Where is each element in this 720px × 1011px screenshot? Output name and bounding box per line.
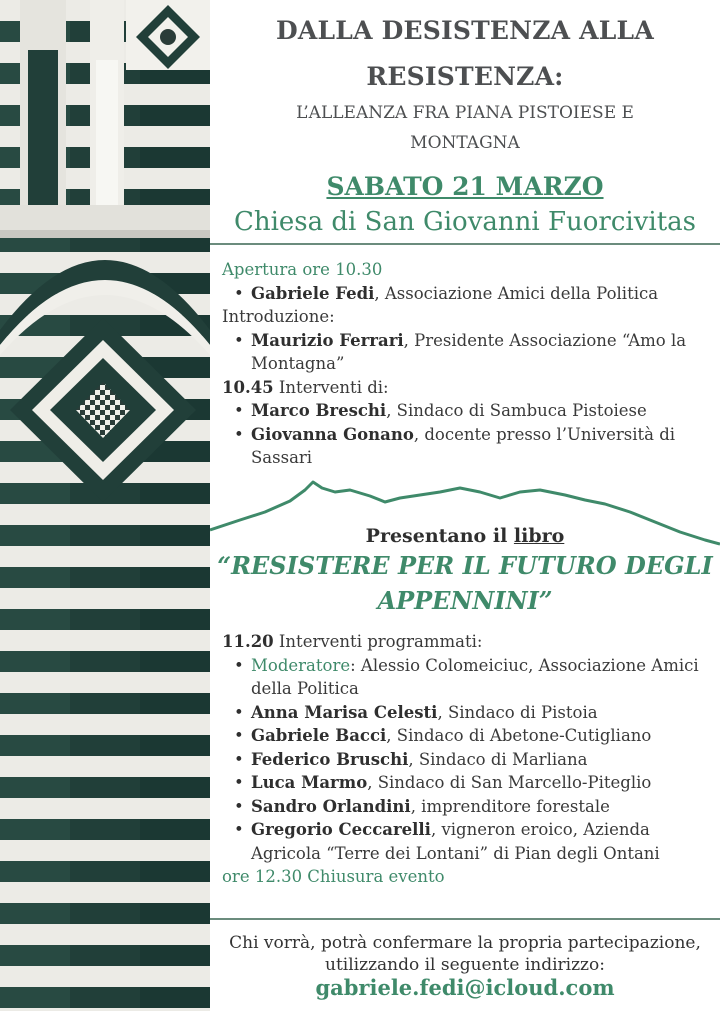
moderator-item — [251, 654, 717, 701]
list-item — [251, 818, 717, 865]
speaker-role: , Associazione Amici della Politica — [374, 283, 659, 303]
talks-speakers — [222, 399, 717, 470]
talks-time: 10.45 — [222, 377, 274, 397]
book-title-line-1: “RESISTERE PER IL FUTURO DEGLI — [217, 551, 713, 580]
book-presentation-label — [210, 523, 720, 549]
rsvp-note — [210, 932, 720, 976]
speaker-role: , imprenditore forestale — [410, 796, 610, 816]
speaker-role: , docente presso l’Università di Sassari — [251, 424, 676, 467]
subtitle-line-2: MONTAGNA — [410, 133, 520, 153]
speaker-role: , vigneron eroico, Azienda Agricola “Terre dei Lontani” di Pian degli Ontani — [251, 820, 660, 863]
list-item — [251, 282, 717, 306]
speaker-name: Luca Marmo — [251, 773, 368, 792]
present-prefix: Presentano il — [365, 525, 514, 547]
subtitle-line-1: L’ALLEANZA FRA PIANA PISTOIESE E — [296, 103, 634, 123]
talks-heading — [222, 376, 717, 400]
rsvp-line-2: utilizzando il seguente indirizzo: — [325, 955, 605, 975]
opening-time: Apertura ore 10.30 — [222, 260, 383, 279]
speaker-name: Anna Marisa Celesti — [251, 702, 438, 722]
event-venue: Chiesa di San Giovanni Fuorcivitas — [233, 207, 697, 237]
scheduled-speakers — [222, 654, 717, 866]
list-item — [251, 423, 717, 470]
event-date: SABATO 21 MARZO — [326, 172, 604, 201]
speaker-role: , Sindaco di Sambuca Pistoiese — [386, 401, 647, 420]
list-item — [251, 399, 717, 423]
scheduled-time: 11.20 — [222, 632, 274, 651]
title-line-1: DALLA DESISTENZA ALLA — [276, 16, 654, 45]
speaker-role: , Sindaco di Pistoia — [437, 702, 598, 722]
list-item — [251, 771, 717, 795]
speaker-name: Maurizio Ferrari — [251, 330, 404, 350]
present-word: libro — [513, 525, 565, 547]
book-title-line-2: APPENNINI” — [377, 586, 553, 615]
speaker-role: , Sindaco di San Marcello-Piteglio — [367, 773, 652, 792]
book-title — [210, 548, 720, 618]
list-item — [251, 795, 717, 819]
intro-speakers — [222, 329, 717, 376]
scheduled-talks-heading — [222, 630, 717, 654]
speaker-role: , Sindaco di Abetone-Cutigliano — [386, 726, 652, 745]
program-late-morning — [222, 630, 717, 889]
title-line-2: RESISTENZA: — [366, 62, 564, 91]
speaker-role: , Presidente Associazione “Amo la Montagna” — [251, 330, 687, 373]
speaker-name: Sandro Orlandini — [251, 796, 411, 816]
list-item — [251, 748, 717, 772]
speaker-name: Gabriele Bacci — [251, 726, 387, 745]
divider-top — [210, 243, 720, 245]
opening-speakers — [222, 282, 717, 306]
scheduled-label: Interventi programmati: — [273, 632, 483, 651]
rsvp-line-1: Chi vorrà, potrà confermare la propria partecipazione, — [229, 933, 701, 953]
speaker-name: Marco Breschi — [251, 401, 387, 420]
program-morning — [222, 258, 717, 470]
list-item — [251, 329, 717, 376]
event-flyer-content — [210, 0, 720, 1011]
event-title — [210, 8, 720, 100]
list-item — [251, 701, 717, 725]
speaker-name: Gregorio Ceccarelli — [251, 820, 431, 839]
moderator-text: : Alessio Colomeiciuc, Associazione Amici della Politica — [251, 655, 699, 698]
moderator-label: Moderatore — [251, 655, 351, 675]
speaker-name: Gabriele Fedi — [251, 283, 375, 303]
talks-label: Interventi di: — [273, 377, 389, 397]
speaker-name: Federico Bruschi — [251, 749, 409, 769]
speaker-name: Giovanna Gonano — [251, 424, 414, 444]
list-item — [251, 724, 717, 748]
speaker-role: , Sindaco di Marliana — [408, 749, 588, 769]
contact-email[interactable]: gabriele.fedi@icloud.com — [315, 975, 615, 1000]
divider-bottom — [210, 918, 720, 920]
event-subtitle — [210, 98, 720, 158]
church-facade-photo — [0, 0, 210, 1011]
closing-time: ore 12.30 Chiusura evento — [222, 867, 445, 886]
intro-label: Introduzione: — [222, 307, 335, 326]
